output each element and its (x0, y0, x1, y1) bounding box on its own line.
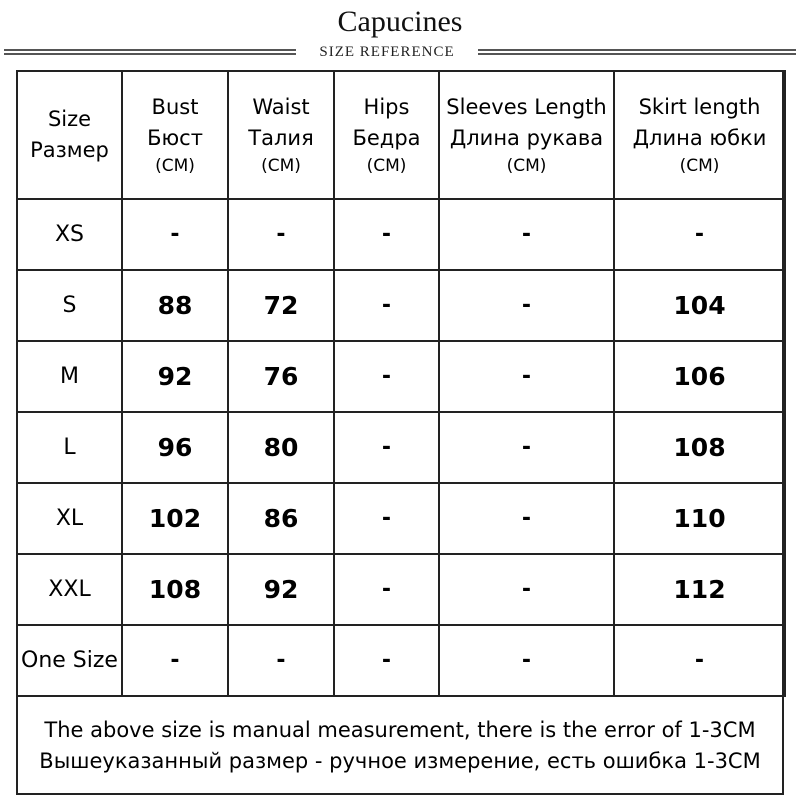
size-cell: S (17, 270, 122, 341)
sleeves-cell: - (439, 341, 614, 412)
table-row (17, 554, 785, 625)
hips-cell: - (334, 554, 439, 625)
size-cell: L (17, 412, 122, 483)
hips-cell: - (334, 483, 439, 554)
skirt-cell: - (614, 199, 785, 270)
size-chart-table (16, 70, 786, 697)
bust-cell: - (122, 199, 228, 270)
waist-cell: 86 (228, 483, 334, 554)
header-sleeves-length: Sleeves Length Длина рукава (CM) (439, 71, 614, 199)
table-row (17, 625, 785, 696)
table-row (17, 483, 785, 554)
hips-cell: - (334, 412, 439, 483)
waist-cell: 80 (228, 412, 334, 483)
decorative-rule-left (4, 49, 296, 55)
sleeves-cell: - (439, 554, 614, 625)
hips-cell: - (334, 199, 439, 270)
hips-cell: - (334, 625, 439, 696)
skirt-cell: 112 (614, 554, 785, 625)
bust-cell: 108 (122, 554, 228, 625)
sleeves-cell: - (439, 483, 614, 554)
header-hips: Hips Бедра (CM) (334, 71, 439, 199)
unit-label: (CM) (366, 156, 407, 176)
header-waist: Waist Талия (CM) (228, 71, 334, 199)
note-russian: Вышеуказанный размер - ручное измерение, есть ошибка 1-3CM (39, 748, 761, 773)
size-cell: M (17, 341, 122, 412)
skirt-cell: 108 (614, 412, 785, 483)
table-row (17, 199, 785, 270)
waist-cell: 72 (228, 270, 334, 341)
table-row (17, 341, 785, 412)
size-cell: One Size (17, 625, 122, 696)
bust-cell: 88 (122, 270, 228, 341)
header-skirt-length: Skirt length Длина юбки (CM) (614, 71, 785, 199)
waist-cell: - (228, 199, 334, 270)
bust-cell: 102 (122, 483, 228, 554)
sleeves-cell: - (439, 625, 614, 696)
skirt-cell: - (614, 625, 785, 696)
header-row (17, 71, 785, 199)
skirt-cell: 104 (614, 270, 785, 341)
unit-label: (CM) (261, 156, 301, 176)
bust-cell: 92 (122, 341, 228, 412)
bust-cell: - (122, 625, 228, 696)
sleeves-cell: - (439, 199, 614, 270)
hips-cell: - (334, 270, 439, 341)
table-row (17, 412, 785, 483)
size-cell: XXL (17, 554, 122, 625)
measurement-note (16, 696, 784, 795)
skirt-cell: 110 (614, 483, 785, 554)
waist-cell: 92 (228, 554, 334, 625)
waist-cell: - (228, 625, 334, 696)
unit-label: (CM) (506, 156, 547, 176)
unit-label: (CM) (679, 156, 720, 176)
header-size: Size Размер (17, 71, 122, 199)
decorative-rule-right (478, 49, 796, 55)
sleeves-cell: - (439, 270, 614, 341)
hips-cell: - (334, 341, 439, 412)
skirt-cell: 106 (614, 341, 785, 412)
unit-label: (CM) (155, 156, 195, 176)
header-bust: Bust Бюст (CM) (122, 71, 228, 199)
subtitle-row (0, 41, 800, 63)
size-cell: XL (17, 483, 122, 554)
subtitle: SIZE REFERENCE (319, 44, 455, 60)
sleeves-cell: - (439, 412, 614, 483)
brand-title: Capucines (337, 5, 463, 38)
bust-cell: 96 (122, 412, 228, 483)
table-row (17, 270, 785, 341)
waist-cell: 76 (228, 341, 334, 412)
note-english: The above size is manual measurement, there is the error of 1-3CM (44, 717, 756, 742)
size-cell: XS (17, 199, 122, 270)
